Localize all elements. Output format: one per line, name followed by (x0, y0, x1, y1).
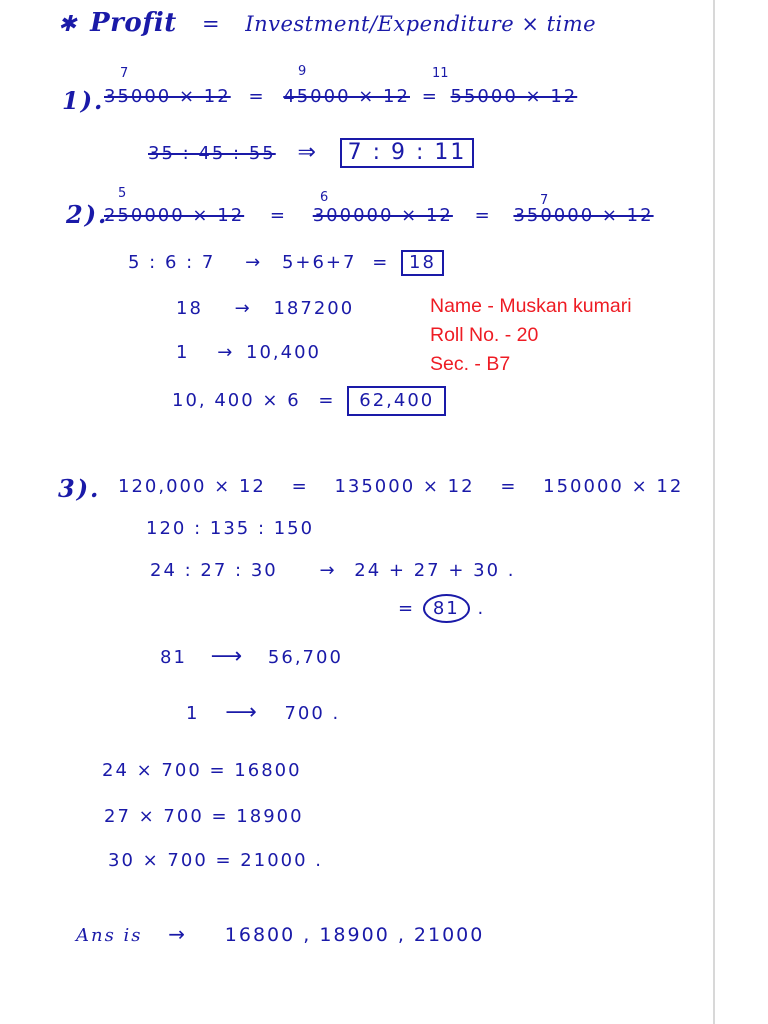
roll-number: Roll No. - 20 (430, 324, 539, 346)
q2-l4-arrow-icon: → (217, 342, 235, 363)
star-bullet-icon: ✱ (58, 12, 77, 37)
q3-line1 (118, 476, 683, 497)
q3-l4-right: 56,700 (267, 647, 343, 668)
q3-eq1: = (291, 476, 309, 497)
q2-term-a: 250000 × 12 (104, 205, 245, 226)
q2-eq3: = (372, 252, 390, 273)
q2-line1 (104, 205, 654, 226)
q1-term-a: 35000 × 12 (104, 86, 231, 107)
q2-answer-box: 62,400 (347, 386, 446, 416)
q2-superscript-a: 5 (118, 186, 127, 201)
q1-term-b: 45000 × 12 (283, 86, 410, 107)
student-name: Name - Muskan kumari (430, 295, 632, 317)
student-info (430, 292, 632, 379)
page-edge-divider (713, 0, 715, 1024)
q1-struck-ratio: 35 : 45 : 55 (148, 143, 276, 164)
q3-ratio2: 24 : 27 : 30 (150, 560, 278, 581)
q1-eq1: = (248, 86, 266, 107)
q3-line4 (160, 644, 343, 669)
q2-l4-right: 10,400 (246, 342, 321, 363)
q2-l5-left: 10, 400 × 6 (172, 390, 301, 411)
q3-term-c: 150000 × 12 (543, 476, 684, 497)
q3-l4-left: 81 (160, 647, 187, 668)
q3-ans-label: Ans is (76, 925, 143, 946)
q1-implies-arrow-icon: ⇒ (297, 140, 318, 165)
q1-number: 1). (62, 86, 105, 115)
q1-term-c: 55000 × 12 (450, 86, 578, 107)
q2-l4-left: 1 (176, 342, 190, 363)
header-profit: Profit (90, 8, 177, 38)
q3-term-a: 120,000 × 12 (118, 476, 266, 497)
q3-ans-values: 16800 , 18900 , 21000 (224, 924, 485, 946)
q3-sum-result-row: = 81 . (398, 594, 485, 623)
q2-l5-eq: = (318, 390, 336, 411)
q2-l3-arrow-icon: → (234, 298, 252, 319)
q2-arrow1-icon: → (245, 252, 263, 273)
q1-line1 (104, 86, 577, 107)
q2-number: 2). (66, 200, 109, 229)
q2-term-b: 300000 × 12 (312, 205, 453, 226)
q2-line2 (128, 250, 444, 276)
q3-line5 (186, 700, 340, 725)
q3-ans-arrow-icon: → (168, 922, 188, 946)
q3-eq3: = (398, 598, 416, 619)
q2-superscript-b: 6 (320, 190, 329, 205)
q3-ratio1: 120 : 135 : 150 (146, 518, 315, 539)
q2-sum: 5+6+7 (281, 252, 357, 273)
q3-mult3: 30 × 700 = 21000 . (108, 850, 324, 871)
q3-l5-arrow-icon: ⟶ (225, 700, 259, 725)
q1-line2 (148, 138, 474, 168)
q2-ratio: 5 : 6 : 7 (128, 252, 216, 273)
q3-term-b: 135000 × 12 (334, 476, 475, 497)
q3-sum: 24 + 27 + 30 . (354, 560, 516, 581)
header-formula (58, 8, 596, 38)
q1-eq2: = (421, 86, 439, 107)
q3-mult1: 24 × 700 = 16800 (102, 760, 302, 781)
q3-number: 3). (58, 474, 101, 503)
q2-eq2: = (474, 205, 492, 226)
q2-line4 (176, 342, 321, 363)
q2-l3-left: 18 (176, 298, 203, 319)
q2-l3-right: 187200 (273, 298, 355, 319)
q3-sum-result-circle: 81 (423, 594, 470, 623)
q3-eq2: = (500, 476, 518, 497)
q2-sum-result-box: 18 (401, 250, 444, 276)
q3-line3 (150, 560, 516, 581)
q2-eq1: = (269, 205, 287, 226)
q3-answer-line (76, 922, 484, 946)
section: Sec. - B7 (430, 353, 511, 375)
q3-l5-right: 700 . (284, 703, 341, 724)
q2-term-c: 350000 × 12 (513, 205, 654, 226)
q2-line5 (172, 386, 446, 416)
q1-superscript-a: 7 (120, 66, 129, 81)
q3-mult2: 27 × 700 = 18900 (104, 806, 304, 827)
q1-superscript-b: 9 (298, 64, 307, 79)
q3-l4-arrow-icon: ⟶ (210, 644, 245, 669)
q2-superscript-c: 7 (540, 193, 549, 208)
q3-arrow1-icon: → (319, 560, 337, 581)
header-equals: = (201, 12, 221, 36)
q2-line3 (176, 298, 354, 319)
header-formula-rest: Investment/Expenditure × time (245, 12, 597, 36)
q1-superscript-c: 11 (432, 66, 449, 81)
q1-answer-box: 7 : 9 : 11 (340, 138, 475, 168)
q3-l5-left: 1 (186, 703, 200, 724)
